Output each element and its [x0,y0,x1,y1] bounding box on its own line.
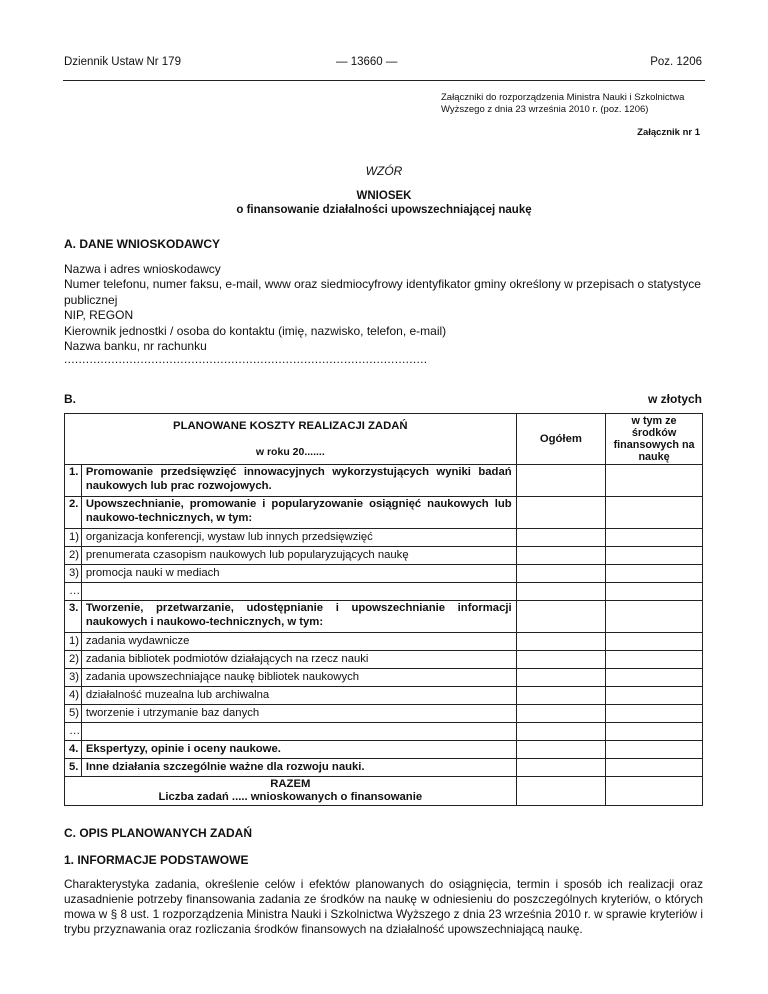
amount-science-cell[interactable] [606,669,703,687]
header-rule [63,80,705,81]
applicant-line: NIP, REGON [64,308,134,323]
row-number: 1. [65,465,82,497]
table-row [65,723,703,741]
amount-science-cell[interactable] [606,465,703,497]
amount-science-cell[interactable] [606,651,703,669]
row-label: zadania wydawnicze [81,633,516,651]
table-row [65,705,703,723]
amount-total-cell[interactable] [516,601,605,633]
title-line-2: o finansowanie działalności upowszechniającej naukę [236,204,532,216]
applicant-line: Nazwa i adres wnioskodawcy [64,262,221,276]
amount-total-cell[interactable] [516,687,605,705]
row-number: 4. [65,741,82,759]
amount-science-cell[interactable] [606,705,703,723]
amount-total-cell[interactable] [516,669,605,687]
total-science-cell[interactable] [606,777,703,806]
amount-science-cell[interactable] [606,759,703,777]
applicant-line: Nazwa banku, nr rachunku [64,339,207,354]
row-label: Ekspertyzy, opinie i oceny naukowe. [81,741,516,759]
amount-total-cell[interactable] [516,547,605,565]
table-header-row [65,414,703,465]
amount-total-cell[interactable] [516,529,605,547]
table-row [65,669,703,687]
table-total-row [65,777,703,806]
amount-science-cell[interactable] [606,529,703,547]
section-c-heading: C. OPIS PLANOWANYCH ZADAŃ [64,826,253,840]
table-row [65,547,703,565]
row-number: 3. [65,601,82,633]
amount-total-cell[interactable] [516,741,605,759]
amount-total-cell[interactable] [516,759,605,777]
amount-science-cell[interactable] [606,723,703,741]
row-label: prenumerata czasopism naukowych lub popularyzujących naukę [81,547,516,565]
row-label: Inne działania szczególnie ważne dla rozwoju nauki. [81,759,516,777]
amount-total-cell[interactable] [516,583,605,601]
row-label [81,723,516,741]
table-row [65,651,703,669]
row-number: 3) [65,565,82,583]
applicant-fields [64,262,709,354]
row-number: 1) [65,529,82,547]
description-paragraph: Charakterystyka zadania, określenie celów i efektów planowanych do osiągnięcia, termin i sposób ich realizacji oraz uzasadnienie potrzeby finansowania zadania ze środków na naukę w odniesieniu do poszczególnych kryteriów, o których mowa w § 8 ust. 1 rozporządzenia Ministra Nauki i Szkolnictwa Wyższego z dnia 23 września 2010 r. w sprawie kryteriów i trybu przyznawania oraz rozliczania środków finansowych na działalność upowszechniającą naukę. [64,877,703,936]
row-label: zadania bibliotek podmiotów działających na rzecz nauki [81,651,516,669]
amount-science-cell[interactable] [606,547,703,565]
total-amount-cell[interactable] [516,777,605,806]
row-label: Upowszechnianie, promowanie i popularyzowanie osiągnięć naukowych lub naukowo-technicznych, w tym: [81,497,516,529]
row-number: 4) [65,687,82,705]
row-label: Tworzenie, przetwarzanie, udostępnianie i upowszechnianie informacji naukowych i naukowo-technicznych, w tym: [81,601,516,633]
title-line-1: WNIOSEK [356,190,412,202]
row-label [81,583,516,601]
applicant-line: Numer telefonu, numer faksu, e-mail, www oraz siedmiocyfrowy identyfikator gminy określony w przepisach o statystyce publicznej [64,277,701,307]
header-year: w roku 20....... [255,446,325,458]
table-row [65,565,703,583]
row-label: tworzenie i utrzymanie baz danych [81,705,516,723]
row-number: … [65,723,82,741]
table-row [65,687,703,705]
header-planned-costs [65,414,517,465]
row-number: 5. [65,759,82,777]
table-row [65,497,703,529]
cost-table [64,413,703,806]
amount-total-cell[interactable] [516,465,605,497]
row-label: działalność muzealna lub archiwalna [81,687,516,705]
row-number: 5) [65,705,82,723]
total-label-cell [65,777,517,806]
document-title [0,189,768,217]
row-number: 2. [65,497,82,529]
amount-total-cell[interactable] [516,723,605,741]
amount-total-cell[interactable] [516,633,605,651]
annex-line-2: Wyższego z dnia 23 września 2010 r. (poz. 1206) [441,104,649,115]
amount-science-cell[interactable] [606,497,703,529]
row-number: 3) [65,669,82,687]
amount-science-cell[interactable] [606,741,703,759]
annex-note [441,92,684,116]
annex-number: Załącznik nr 1 [637,127,700,138]
row-number: 2) [65,547,82,565]
amount-science-cell[interactable] [606,601,703,633]
amount-total-cell[interactable] [516,705,605,723]
row-number: … [65,583,82,601]
table-row [65,741,703,759]
table-row [65,759,703,777]
template-label: WZÓR [365,164,403,178]
amount-science-cell[interactable] [606,565,703,583]
row-label: promocja nauki w mediach [81,565,516,583]
amount-science-cell[interactable] [606,583,703,601]
amount-total-cell[interactable] [516,565,605,583]
row-label: organizacja konferencji, wystaw lub innych przedsięwzięć [81,529,516,547]
table-row [65,583,703,601]
header-total: Ogółem [516,414,605,465]
table-row [65,633,703,651]
applicant-line: Kierownik jednostki / osoba do kontaktu (imię, nazwisko, telefon, e-mail) [64,323,447,338]
subsection-1-heading: 1. INFORMACJE PODSTAWOWE [64,853,249,867]
header-science-funds: w tym ze środków finansowych na naukę [606,414,703,465]
table-row [65,601,703,633]
position-number: Poz. 1206 [650,56,702,68]
row-label: zadania upowszechniające naukę bibliotek naukowych [81,669,516,687]
amount-total-cell[interactable] [516,651,605,669]
row-label: Promowanie przedsięwzięć innowacyjnych wykorzystujących wyniki badań naukowych lub prac rozwojowych. [81,465,516,497]
row-number: 2) [65,651,82,669]
table-row [65,529,703,547]
table-row [65,465,703,497]
amount-total-cell[interactable] [516,497,605,529]
page-number: — 13660 — [336,56,398,68]
amount-science-cell[interactable] [606,687,703,705]
amount-science-cell[interactable] [606,633,703,651]
journal-name: Dziennik Ustaw Nr 179 [64,56,181,68]
section-b-heading: B. [64,392,76,406]
row-number: 1) [65,633,82,651]
fill-in-line: .................................................................................................... [64,352,428,366]
currency-note: w złotych [647,392,702,406]
total-label: RAZEM [270,778,311,790]
header-planned-costs-label: PLANOWANE KOSZTY REALIZACJI ZADAŃ [173,420,408,432]
annex-line-1: Załączniki do rozporządzenia Ministra Nauki i Szkolnictwa [441,92,685,103]
section-a-heading: A. DANE WNIOSKODAWCY [64,237,220,251]
count-label: Liczba zadań ..... wnioskowanych o finansowanie [158,791,423,803]
